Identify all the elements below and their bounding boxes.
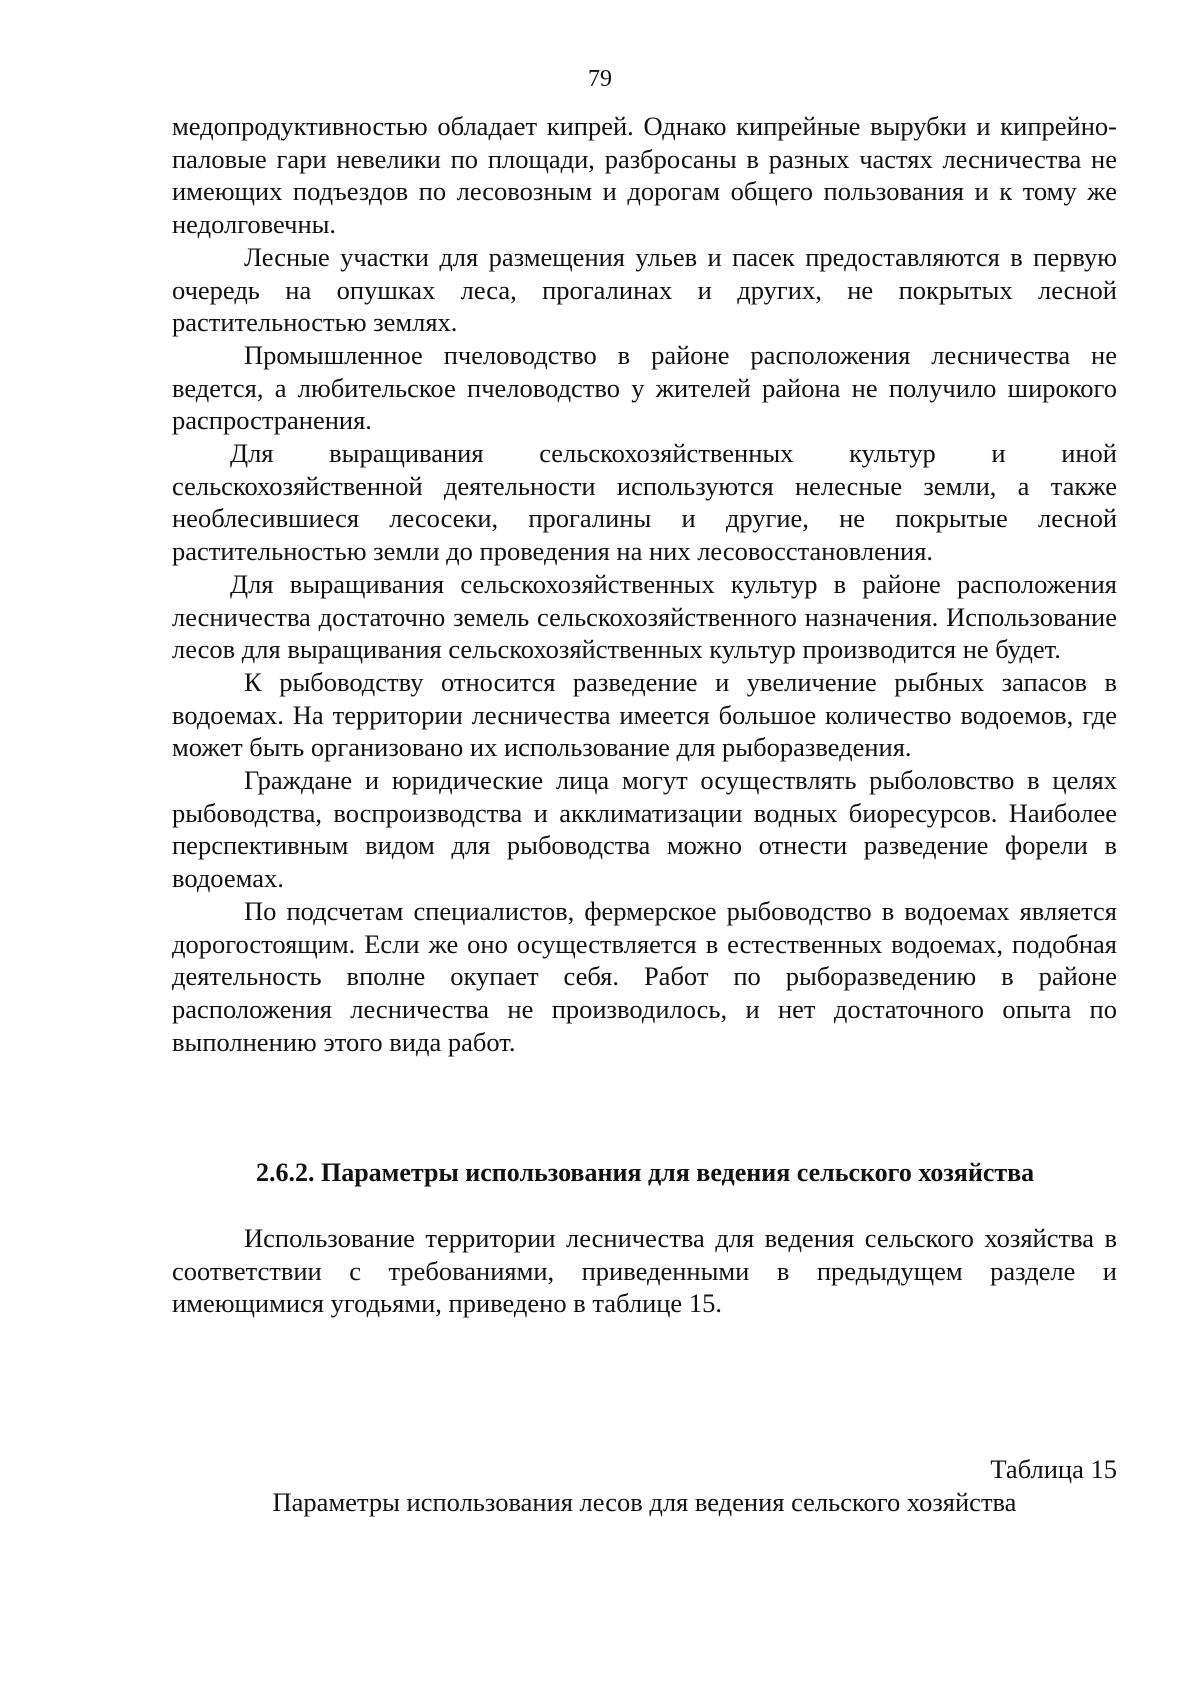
paragraph: Для выращивания сельскохозяйственных культур и иной сельскохозяйственной деятельности используются нелесные земли, а также необлесившиеся лесосеки, прогалины и другие, не покрытые лесной растительностью земли до проведения на них лесовосстановления.: [172, 438, 1117, 567]
paragraph: Для выращивания сельскохозяйственных культур в районе расположения лесничества достаточно земель сельскохозяйственного назначения. Использование лесов для выращивания сельскохозяйственных культур производится не будет.: [172, 568, 1117, 665]
section-intro: Использование территории лесничества для ведения сельского хозяйства в соответствии с требованиями, приведенными в предыдущем разделе и имеющимися угодьями, приведено в таблице 15.: [172, 1223, 1117, 1319]
paragraph: Промышленное пчеловодство в районе расположения лесничества не ведется, а любительское пчеловодство у жителей района не получило широкого распространения.: [172, 339, 1117, 436]
paragraph: По подсчетам специалистов, фермерское рыбоводство в водоемах является дорогостоящим. Если же оно осуществляется в естественных водоемах, подобная деятельность вполне окупает себя. Работ по рыборазведению в районе расположения лесничества не производилось, и нет достаточного опыта по выполнению этого вида работ.: [172, 895, 1117, 1057]
paragraph: медопродуктивностью обладает кипрей. Однако кипрейные вырубки и кипрейно-паловые гари невелики по площади, разбросаны в разных частях лесничества не имеющих подъездов по лесовозным и дорогам общего пользования и к тому же недолговечны.: [172, 111, 1117, 240]
page-number: 79: [588, 66, 612, 92]
table-title: Параметры использования лесов для ведения сельского хозяйства: [272, 1487, 1017, 1517]
body-text: [172, 110, 1117, 1058]
table-number: Таблица 15: [990, 1454, 1117, 1484]
paragraph: Граждане и юридические лица могут осуществлять рыболовство в целях рыбоводства, воспроизводства и акклиматизации водных биоресурсов. Наиболее перспективным видом для рыбоводства можно отнести разведение форели в водоемах.: [172, 765, 1117, 894]
paragraph: Лесные участки для размещения ульев и пасек предоставляются в первую очередь на опушках леса, прогалинах и других, не покрытых лесной растительностью землях.: [172, 241, 1117, 338]
paragraph: К рыбоводству относится разведение и увеличение рыбных запасов в водоемах. На территории лесничества имеется большое количество водоемов, где может быть организовано их использование для рыборазведения.: [172, 666, 1117, 763]
section-heading: 2.6.2. Параметры использования для ведения сельского хозяйства: [256, 1158, 1035, 1187]
